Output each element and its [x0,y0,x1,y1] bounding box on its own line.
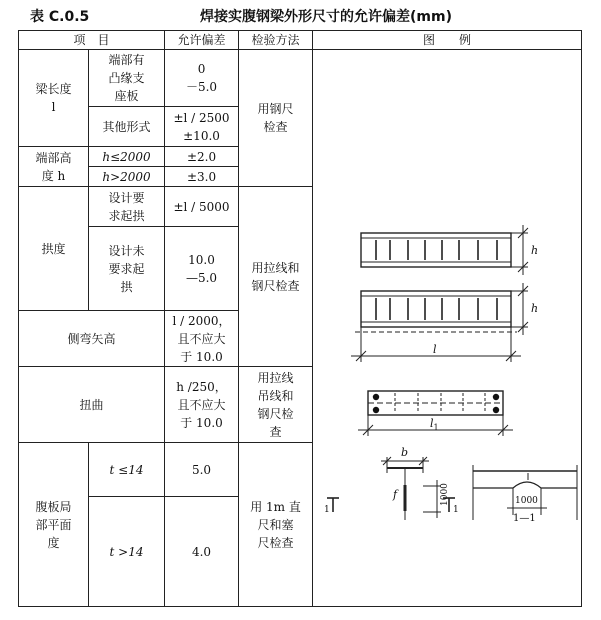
camber-method: 用拉线和 钢尺检查 [239,187,313,367]
web-b-value: 4.0 [165,497,239,607]
table-caption [0,6,601,26]
tolerance-table [18,30,582,607]
camber-b-condition: 设计未 要求起 拱 [89,227,165,311]
section-mark-left: 1 [324,505,330,515]
section-title: 1—1 [513,513,536,521]
web-a-condition: t ≤14 [89,443,165,497]
label-h-2: h [531,302,539,315]
table-title: 焊接实腹钢梁外形尺寸的允许偏差(mm) [200,9,452,25]
camber-b-value: 10.0 —5.0 [165,227,239,311]
figure-cell [313,50,582,607]
camber-a-condition: 设计要 求起拱 [89,187,165,227]
twist-method: 用拉线 吊线和 钢尺检 查 [239,367,313,443]
label-l: l [433,343,437,356]
length-b-condition: 其他形式 [89,107,165,147]
camber-label: 拱度 [19,187,89,311]
height-a-value: ±2.0 [165,147,239,167]
label-b: b [401,446,409,459]
length-method: 用钢尺 检查 [239,50,313,187]
label-l1: $l_1$ [430,417,439,432]
header-item: 项 目 [19,31,165,50]
camber-a-value: ±l / 5000 [165,187,239,227]
height-a-condition: h≤2000 [89,147,165,167]
label-f: f [393,488,398,501]
section-mark-right: 1 [453,505,459,515]
header-figure: 图 例 [313,31,582,50]
web-b-condition: t >14 [89,497,165,607]
header-row [19,31,582,50]
label-1000: 1000 [515,496,538,506]
sweep-value: l / 2000， 且不应大 于 10.0 [165,311,239,367]
height-label: 端部高 度 h [19,147,89,187]
length-label: 梁长度 l [19,50,89,147]
header-tolerance: 允许偏差 [165,31,239,50]
length-b-value: ±l / 2500 ±10.0 [165,107,239,147]
label-1000-vertical: 1000 [440,483,451,506]
web-a-value: 5.0 [165,443,239,497]
beam-figure [313,130,582,521]
length-a-value: 0 －5.0 [165,50,239,107]
web-label: 腹板局 部平面 度 [19,443,89,607]
sweep-label: 侧弯矢高 [19,311,165,367]
twist-label: 扭曲 [19,367,165,443]
height-b-value: ±3.0 [165,167,239,187]
web-method: 用 1m 直 尺和塞 尺检查 [239,443,313,607]
height-b-condition: h>2000 [89,167,165,187]
header-method: 检验方法 [239,31,313,50]
twist-value: h /250， 且不应大 于 10.0 [165,367,239,443]
table-number: 表 C.0.5 [30,9,90,25]
table-row [19,50,582,107]
label-h-1: h [531,244,539,257]
length-a-condition: 端部有 凸缘支 座板 [89,50,165,107]
